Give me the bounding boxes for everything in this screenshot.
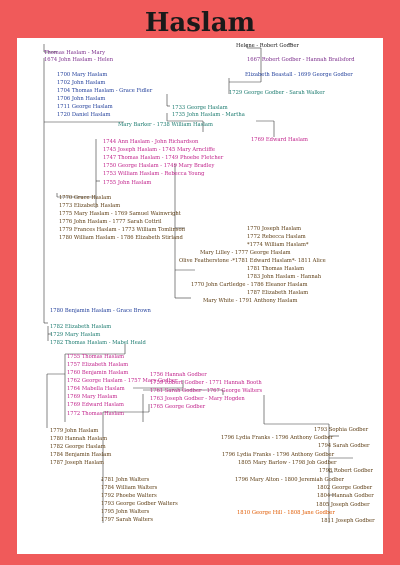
- tree-entry: 1753 William Haslam - Rebecca Young: [103, 171, 205, 177]
- tree-entry: 1729 Mary Haslam: [50, 332, 101, 338]
- tree-entry: 1781 Thomas Haslam: [247, 266, 305, 272]
- tree-entry: 1733 George Haslam: [172, 105, 228, 111]
- tree-entry: Mary Barker - 1738 William Haslam: [118, 122, 213, 128]
- tree-entry: 1782 Elizabeth Haslam: [50, 324, 112, 330]
- tree-entry: 1792 Phoebe Walters: [101, 493, 157, 499]
- tree-entry: 1784 Benjamin Haslam: [50, 452, 112, 458]
- tree-entry: 1794 Sarah Godber: [318, 443, 370, 449]
- tree-entry: 1769 Edward Haslam: [67, 402, 124, 408]
- tree-entry: 1796 Mary Alton - 1800 Jeremiah Godber: [235, 477, 344, 483]
- tree-entry: 1702 John Haslam: [57, 80, 106, 86]
- tree-entry: Mary Lilley - 1777 George Haslam: [200, 250, 291, 256]
- tree-entry: 1775 Mary Haslam - 1769 Samuel Wainwright: [59, 211, 181, 217]
- tree-entry: 1762 George Haslam - 1757 Mary Godber: [67, 378, 178, 384]
- tree-entry: 1805 Mary Barlow - 1798 Job Godber: [238, 460, 337, 466]
- tree-entry: 1811 Joseph Godber: [321, 518, 375, 524]
- tree-entry: 1706 John Haslam: [57, 96, 106, 102]
- tree-entry: 1780 Hannah Haslam: [50, 436, 108, 442]
- tree-entry: 1782 George Haslam: [50, 444, 106, 450]
- tree-entry: 1781 John Walters: [101, 477, 150, 483]
- tree-entry: 1729 George Godber - Sarah Walker: [229, 90, 325, 96]
- tree-entry: 1804 Hannah Godber: [317, 493, 374, 499]
- tree-entry: 1784 William Walters: [101, 485, 158, 491]
- tree-entry: 1757 Elizabeth Haslam: [67, 362, 129, 368]
- tree-entry: Thomas Haslam - Mary: [44, 50, 106, 56]
- tree-entry: 1711 George Haslam: [57, 104, 113, 110]
- tree-entry: 1761 Sarah Godber - 1767 George Walters: [150, 388, 263, 394]
- tree-entry: Helene - Robert Godber: [236, 43, 299, 49]
- tree-entry: 1772 Rebecca Haslam: [247, 234, 306, 240]
- tree-entry: 1780 Benjamin Haslam - Grace Brown: [50, 308, 151, 314]
- tree-entry: 1779 John Haslam: [50, 428, 99, 434]
- tree-entry: 1769 Edward Haslam: [251, 137, 308, 143]
- tree-entry: 1735 John Haslam - Martha: [172, 112, 245, 118]
- tree-entry: 1802 George Godber: [317, 485, 373, 491]
- tree-entry: 1783 John Haslam - Hannah: [247, 274, 322, 280]
- tree-entry: 1745 Joseph Haslam - 1745 Mary Arncliffe: [103, 147, 215, 153]
- tree-entry: 1747 Thomas Haslam - 1749 Phoebe Fletcher: [103, 155, 224, 161]
- tree-entry: Mary White - 1791 Anthony Haslam: [203, 298, 298, 304]
- tree-entry: 1793 Sophia Godber: [314, 427, 369, 433]
- tree-entry: 1796 Lydia Franks - 1796 Anthony Godber: [221, 435, 334, 441]
- tree-entry: 1796 Lydia Franks - 1796 Anthony Godber: [222, 452, 335, 458]
- tree-entry: 1755 John Haslam: [103, 180, 152, 186]
- tree-entry: 1700 Mary Haslam: [57, 72, 108, 78]
- tree-entry: 1793 George Godber Walters: [101, 501, 178, 507]
- tree-entry: 1667 Robert Godber - Hannah Brailsford: [247, 57, 355, 63]
- tree-entry: 1795 John Walters: [101, 509, 150, 515]
- tree-entry: 1763 Joseph Godber - Mary Hogden: [150, 396, 245, 402]
- tree-entry: 1787 Joseph Haslam: [50, 460, 105, 466]
- tree-entry: 1776 John Haslam - 1777 Sarah Cottril: [59, 219, 162, 225]
- tree-entry: 1764 Mabella Haslam: [67, 386, 125, 392]
- tree-entry: 1787 Elizabeth Haslam: [247, 290, 309, 296]
- tree-entry: 1772 Thomas Haslam: [67, 411, 125, 417]
- tree-entry: *1774 William Haslam*: [247, 242, 309, 248]
- tree-entry: 1773 Elizabeth Haslam: [59, 203, 121, 209]
- family-tree-sheet: [17, 38, 383, 554]
- tree-entry: 1720 Daniel Haslam: [57, 112, 111, 118]
- tree-entry: 1770 John Cartledge - 1786 Eleanor Haslam: [191, 282, 308, 288]
- tree-entry: 1810 George Hill - 1808 Jane Godber: [237, 510, 335, 516]
- tree-entry: 1780 William Haslam - 1786 Elizabeth Stirland: [59, 235, 183, 241]
- tree-entry: 1798 Robert Godber: [319, 468, 373, 474]
- tree-entry: 1755 Thomas Haslam: [67, 354, 125, 360]
- tree-entry: 1759 Robert Godber - 1771 Hannah Booth: [150, 380, 262, 386]
- tree-entry: 1770 Grace Haslam: [59, 195, 112, 201]
- tree-entry: 1770 Joseph Haslam: [247, 226, 302, 232]
- tree-entry: 1779 Frances Haslam - 1773 William Tomlinson: [59, 227, 185, 233]
- tree-entry: 1769 Mary Haslam: [67, 394, 118, 400]
- tree-entry: 1805 Joseph Godber: [316, 502, 370, 508]
- tree-entry: Elizabeth Beastall - 1699 George Godber: [245, 72, 353, 78]
- tree-entry: 1674 John Haslam - Helen: [44, 57, 114, 63]
- tree-entry: 1760 Benjamin Haslam: [67, 370, 129, 376]
- tree-entry: Olive Featherstone -*1781 Edward Haslam*- 1811 Alice: [179, 258, 326, 264]
- tree-entry: 1756 Hannah Godber: [150, 372, 207, 378]
- tree-entry: 1744 Ann Haslam - John Richardson: [103, 139, 199, 145]
- tree-entry: 1704 Thomas Haslam - Grace Fidler: [57, 88, 153, 94]
- tree-entry: 1750 George Haslam - 1749 Mary Bradley: [103, 163, 215, 169]
- tree-entry: 1765 George Godber: [150, 404, 206, 410]
- tree-entry: 1797 Sarah Walters: [101, 517, 153, 523]
- page-title: Haslam: [144, 8, 256, 38]
- tree-entry: 1782 Thomas Haslam - Mabel Heald: [50, 340, 146, 346]
